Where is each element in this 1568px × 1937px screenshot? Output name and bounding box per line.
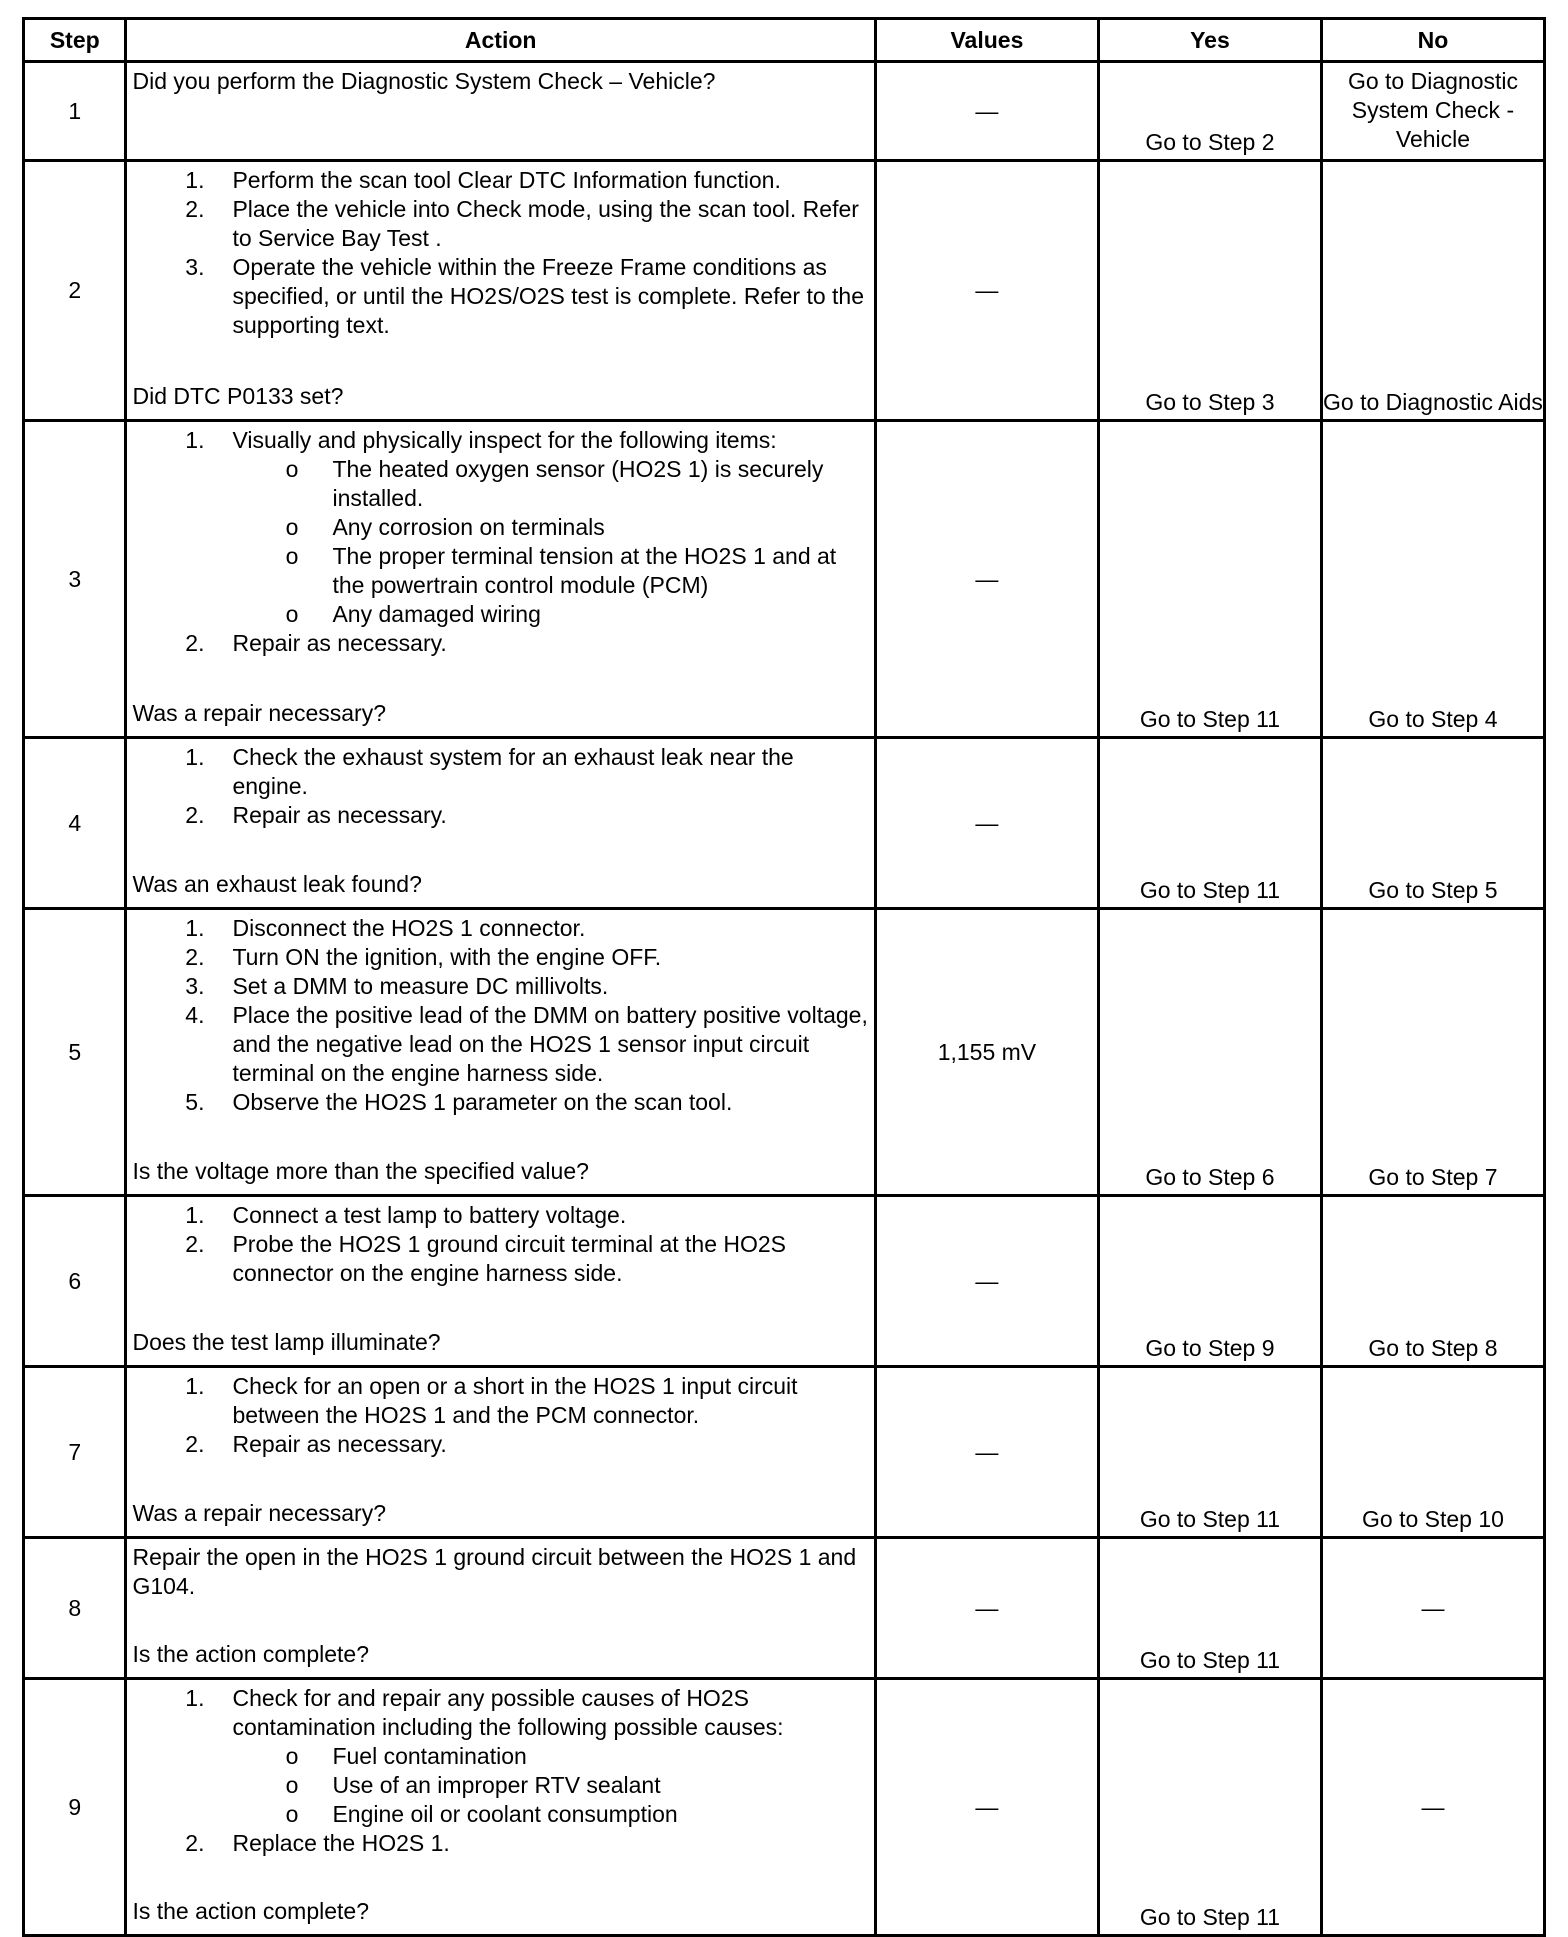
no-cell: Go to Step 5 [1321,738,1544,909]
header-step: Step [24,19,126,62]
action-question: Was a repair necessary? [132,1500,386,1526]
list-number: 1. [185,167,205,193]
sublist-text: Fuel contamination [332,1743,527,1769]
list-text: Turn ON the ignition, with the engine OFF. [232,944,662,970]
step-cell: 6 [24,1196,126,1367]
values-cell: — [875,738,1098,909]
values-cell: — [875,1538,1098,1679]
yes-cell: Go to Step 6 [1098,909,1321,1196]
list-number: 1. [185,744,205,770]
list-text: Place the vehicle into Check mode, using the scan tool. Refer to Service Bay Test . [232,196,859,251]
list-text: Probe the HO2S 1 ground circuit terminal at the HO2S connector on the engine harness side. [232,1231,787,1286]
list-text: Disconnect the HO2S 1 connector. [232,915,586,941]
action-question: Is the voltage more than the specified value? [132,1158,589,1184]
list-text: Observe the HO2S 1 parameter on the scan tool. [232,1089,733,1115]
action-content [132,1684,867,1926]
action-list-item [132,972,867,1001]
action-sublist-item [132,513,867,542]
action-cell [126,1538,875,1679]
action-cell [126,909,875,1196]
no-cell: Go to Diagnostic Aids [1321,161,1544,421]
action-question: Is the action complete? [132,1898,369,1924]
list-number: 5. [185,1089,205,1115]
action-sublist-item [132,1800,867,1829]
action-cell [126,421,875,738]
no-cell: — [1321,1538,1544,1679]
yes-cell: Go to Step 11 [1098,1538,1321,1679]
action-question: Did DTC P0133 set? [132,383,344,409]
sublist-text: Any corrosion on terminals [332,514,605,540]
list-text: Perform the scan tool Clear DTC Information function. [232,167,781,193]
bullet-icon: o [285,601,299,627]
action-content [132,1543,867,1669]
values-cell: — [875,62,1098,161]
table-row [24,1538,1545,1679]
step-cell: 1 [24,62,126,161]
bullet-icon: o [285,1801,299,1827]
action-list-item [132,943,867,972]
action-list-item [132,743,867,801]
table-row [24,738,1545,909]
bullet-icon: o [285,514,299,540]
action-list-item [132,195,867,253]
step-cell: 8 [24,1538,126,1679]
action-list-item [132,1001,867,1088]
list-text: Check for and repair any possible causes of HO2S contamination including the following possible causes: [232,1685,784,1740]
list-text: Set a DMM to measure DC millivolts. [232,973,609,999]
action-question: Is the action complete? [132,1641,369,1667]
action-list-item [132,1372,867,1430]
action-content [132,1201,867,1357]
list-number: 3. [185,254,205,280]
values-cell: — [875,1196,1098,1367]
action-list-item [132,1430,867,1459]
list-number: 2. [185,1231,205,1257]
step-cell: 4 [24,738,126,909]
yes-cell: Go to Step 11 [1098,1679,1321,1936]
list-text: Connect a test lamp to battery voltage. [232,1202,627,1228]
yes-cell: Go to Step 11 [1098,738,1321,909]
list-number: 2. [185,1431,205,1457]
action-content [132,166,867,411]
yes-cell: Go to Step 11 [1098,421,1321,738]
no-cell: Go to Step 7 [1321,909,1544,1196]
action-sublist-item [132,542,867,600]
action-question: Was a repair necessary? [132,700,386,726]
action-sublist-item [132,1771,867,1800]
list-number: 4. [185,1002,205,1028]
list-text: Check the exhaust system for an exhaust leak near the engine. [232,744,794,799]
step-cell: 9 [24,1679,126,1936]
step-cell: 5 [24,909,126,1196]
action-cell [126,161,875,421]
no-cell: Go to Step 4 [1321,421,1544,738]
table-body [24,62,1545,1936]
sublist-text: The proper terminal tension at the HO2S 1 and at the powertrain control module (PCM) [332,543,837,598]
list-number: 1. [185,1685,205,1711]
bullet-icon: o [285,1743,299,1769]
list-text: Repair as necessary. [232,802,447,828]
action-content [132,426,867,728]
action-question: Does the test lamp illuminate? [132,1329,441,1355]
action-list-item [132,1230,867,1288]
list-number: 2. [185,802,205,828]
action-content [132,67,867,151]
action-sublist-item [132,600,867,629]
table-row [24,421,1545,738]
list-number: 1. [185,1373,205,1399]
action-list-item [132,629,867,658]
step-cell: 7 [24,1367,126,1538]
list-number: 1. [185,1202,205,1228]
bullet-icon: o [285,1772,299,1798]
no-cell: — [1321,1679,1544,1936]
sublist-text: Engine oil or coolant consumption [332,1801,678,1827]
values-cell: — [875,1679,1098,1936]
action-list-item [132,426,867,455]
yes-cell: Go to Step 2 [1098,62,1321,161]
action-cell [126,1679,875,1936]
action-list-item [132,166,867,195]
list-number: 1. [185,915,205,941]
sublist-text: The heated oxygen sensor (HO2S 1) is securely installed. [332,456,824,511]
step-cell: 2 [24,161,126,421]
action-list-item [132,1829,867,1858]
values-cell: 1,155 mV [875,909,1098,1196]
action-list-item [132,1088,867,1117]
list-number: 1. [185,427,205,453]
table-row [24,1196,1545,1367]
action-list-item [132,1201,867,1230]
diagnostic-table [22,17,1546,1937]
header-yes: Yes [1098,19,1321,62]
sublist-text: Use of an improper RTV sealant [332,1772,661,1798]
list-text: Replace the HO2S 1. [232,1830,450,1856]
header-no: No [1321,19,1544,62]
no-cell: Go to Step 10 [1321,1367,1544,1538]
action-sublist-item [132,455,867,513]
list-text: Operate the vehicle within the Freeze Frame conditions as specified, or until the HO2S/O2S test is complete. Refer to the supporting text. [232,254,864,338]
action-text: Repair the open in the HO2S 1 ground circuit between the HO2S 1 and G104. [132,1544,857,1599]
bullet-icon: o [285,543,299,569]
action-text: Did you perform the Diagnostic System Check – Vehicle? [132,68,716,94]
action-cell [126,62,875,161]
values-cell: — [875,161,1098,421]
diagnostic-table-container [22,17,1546,1937]
action-sublist-item [132,1742,867,1771]
step-cell: 3 [24,421,126,738]
action-list-item [132,1684,867,1742]
list-text: Visually and physically inspect for the following items: [232,427,777,453]
yes-cell: Go to Step 9 [1098,1196,1321,1367]
list-number: 2. [185,1830,205,1856]
action-question: Was an exhaust leak found? [132,871,422,897]
header-action: Action [126,19,875,62]
list-number: 2. [185,944,205,970]
action-list-item [132,253,867,340]
table-row [24,161,1545,421]
list-number: 2. [185,630,205,656]
no-cell: Go to Diagnostic System Check - Vehicle [1321,62,1544,161]
list-text: Place the positive lead of the DMM on battery positive voltage, and the negative lead on the HO2S 1 sensor input circuit terminal on the engine harness side. [232,1002,868,1086]
action-cell [126,1196,875,1367]
list-number: 2. [185,196,205,222]
table-row [24,62,1545,161]
action-cell [126,738,875,909]
action-content [132,743,867,899]
values-cell: — [875,1367,1098,1538]
table-row [24,909,1545,1196]
list-text: Repair as necessary. [232,1431,447,1457]
list-text: Check for an open or a short in the HO2S 1 input circuit between the HO2S 1 and the PCM connector. [232,1373,798,1428]
bullet-icon: o [285,456,299,482]
action-cell [126,1367,875,1538]
action-content [132,1372,867,1528]
action-content [132,914,867,1186]
list-number: 3. [185,973,205,999]
action-list-item [132,801,867,830]
no-cell: Go to Step 8 [1321,1196,1544,1367]
values-cell: — [875,421,1098,738]
table-row [24,1367,1545,1538]
table-row [24,1679,1545,1936]
yes-cell: Go to Step 11 [1098,1367,1321,1538]
list-text: Repair as necessary. [232,630,447,656]
sublist-text: Any damaged wiring [332,601,541,627]
action-list-item [132,914,867,943]
header-values: Values [875,19,1098,62]
yes-cell: Go to Step 3 [1098,161,1321,421]
header-row [24,19,1545,62]
